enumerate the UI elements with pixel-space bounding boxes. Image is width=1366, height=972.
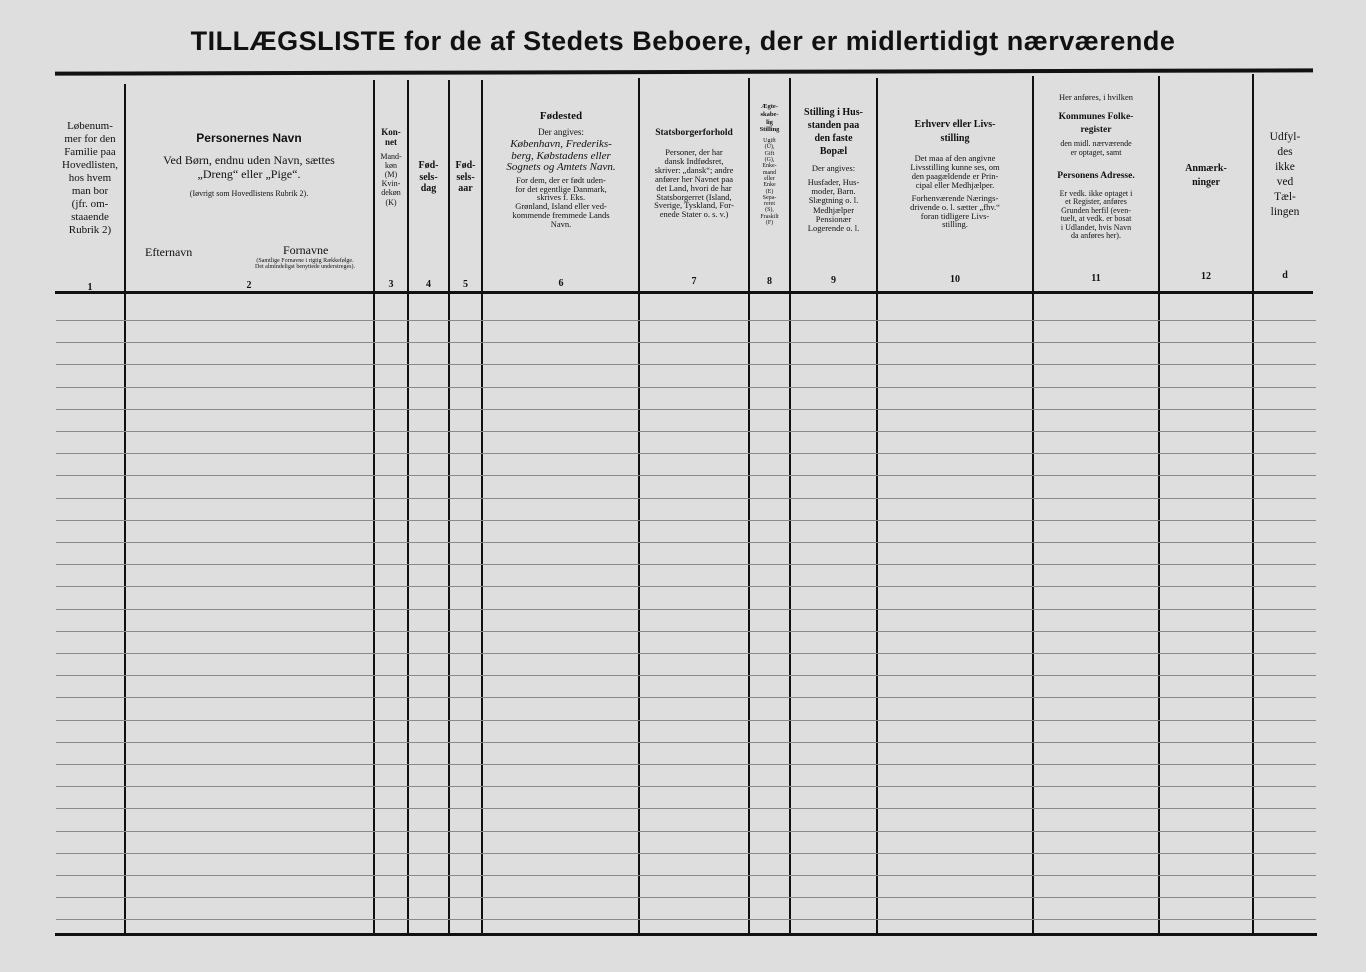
col6-body2: København, Frederiks- berg, Købstadens eller Sognets og Amtets Navn. [506, 137, 616, 174]
column-number: 4 [426, 279, 431, 290]
row-rule [56, 786, 1316, 787]
col7-body: Personer, der har dansk Indfødsret, skriver: „dansk“; andre anfører her Navnet paa det Land, hvori de har Statsborgerret (Island, Sverige, Tyskland, For- enede Stater o. s. v.) [654, 146, 734, 220]
col8-header [750, 103, 789, 226]
col9-header [791, 106, 876, 234]
row-rule [56, 609, 1316, 610]
column-number: 1 [87, 282, 93, 293]
row-rule [56, 831, 1316, 832]
row-rule [56, 697, 1316, 698]
col11-body: Kommunes Folke- register [1058, 111, 1134, 135]
col9-heading: Stilling i Hus- standen paa den faste Bopæl [804, 107, 863, 157]
row-rule [56, 564, 1316, 565]
col2-sub-right: Fornavne [283, 243, 329, 257]
col2-sub-left: Efternavn [145, 245, 193, 259]
col9-body2: Husfader, Hus- moder, Barn. Slægtning o. l. Medhjælper Pensionær Logerende o. l. [807, 176, 860, 234]
col3-heading: Kon- net [381, 127, 401, 148]
row-rule [56, 475, 1316, 476]
column-divider [448, 80, 450, 935]
column-number: 7 [691, 276, 697, 287]
row-rule [56, 631, 1316, 632]
row-rule [56, 409, 1316, 410]
col11-header [1034, 93, 1158, 240]
col4-heading: Fød- sels- dag [418, 160, 439, 194]
col11-body4: Er vedk. ikke optaget i et Register, anføres Grunden herfil (even- tuelt, at vedk. er bosat i Udlandet, hvis Navn da anføres her). [1059, 189, 1133, 241]
col10-heading: Erhverv eller Livs- stilling [914, 119, 996, 144]
col3-body: Mand- køn (M) Kvin- dekøn (K) [380, 151, 402, 207]
col2-heading: Personernes Navn [196, 132, 302, 145]
row-rule [56, 453, 1316, 454]
col7-header [640, 128, 748, 219]
column-number: 2 [246, 280, 252, 291]
col10-body: Det maa af den angivne Livsstilling kunne ses, om den paagældende er Prin- cipal eller Medhjælper. [910, 153, 1000, 190]
bottom-rule [55, 933, 1317, 936]
row-rule [56, 853, 1316, 854]
column-number: 12 [1201, 271, 1211, 282]
col8-body: Ugift (U), Gift (G), Enke- mand eller Enke (E) Sepa- reret (S), Fraskilt (F) [760, 138, 779, 227]
col1-header [56, 120, 124, 237]
row-rule [56, 342, 1316, 343]
column-number: 11 [1091, 273, 1101, 284]
column-divider [481, 80, 483, 935]
col6-heading: Fødested [539, 110, 583, 122]
row-rule [56, 387, 1316, 388]
col1-text: Løbenum- mer for den Familie paa Hovedlisten, hos hvem man bor (jfr. om- staaende Rubrik 2) [62, 120, 118, 236]
row-rule [56, 653, 1316, 654]
col8-heading: Ægte- skabe- lig Stilling [759, 103, 780, 134]
col11-heading: Her anføres, i hvilken [1058, 93, 1134, 102]
col13-header [1254, 130, 1316, 220]
col2-note: (Iøvrigt som Hovedlistens Rubrik 2). [189, 189, 309, 199]
col6-header [484, 110, 638, 229]
row-rule [56, 720, 1316, 721]
row-rule [56, 675, 1316, 676]
col5-header [450, 160, 481, 195]
col2-sub-right-note: (Samtlige Fornavne i rigtig Rækkefølge. Det almindeligst benyttede understreges). [255, 258, 355, 270]
row-rule [56, 808, 1316, 809]
row-rule [56, 520, 1316, 521]
col12-heading: Anmærk- ninger [1185, 163, 1227, 188]
column-divider [1158, 76, 1160, 935]
col9-body: Der angives: [811, 163, 856, 173]
top-rule [55, 68, 1313, 75]
column-number: 8 [767, 276, 772, 287]
row-rule [56, 764, 1316, 765]
row-rule [56, 897, 1316, 898]
column-number: d [1282, 270, 1288, 281]
column-number: 3 [388, 279, 394, 290]
col7-heading: Statsborgerforhold [655, 128, 733, 138]
col11-body2: den midl. nærværende er optaget, samt [1060, 139, 1132, 157]
row-rule [56, 364, 1316, 365]
col2-body: Ved Børn, endnu uden Navn, sættes „Dreng“ eller „Pige“. [163, 152, 335, 181]
col10-header [878, 118, 1032, 229]
row-rule [56, 542, 1316, 543]
col6-body3: For dem, der er født uden- for det egentlige Danmark, skrives f. Eks. Grønland, Island eller ved- kommende fremmede Lands Navn. [512, 174, 610, 230]
col2-header [127, 132, 371, 292]
row-rule [56, 875, 1316, 876]
form-title: TILLÆGSLISTE for de af Stedets Beboere, der er midlertidigt nærværende [190, 26, 1176, 56]
column-divider [373, 80, 375, 935]
col3-header [375, 127, 407, 207]
col4-header [409, 160, 448, 195]
col13-body: Udfyl- des ikke ved Tæl- lingen [1269, 131, 1301, 218]
column-divider [407, 80, 409, 935]
col5-heading: Fød- sels- aar [455, 160, 476, 194]
col11-body3: Personens Adresse. [1057, 171, 1135, 182]
row-rule [56, 431, 1316, 432]
row-rule [56, 586, 1316, 587]
row-rule [56, 742, 1316, 743]
col12-header [1160, 162, 1252, 190]
column-number: 9 [831, 275, 836, 286]
column-number: 6 [558, 278, 564, 289]
col6-body: Der angives: [538, 126, 584, 137]
col10-body2: Forhenværende Nærings- drivende o. l. sætter „fhv.“ foran tidligere Livs- stilling. [910, 192, 1000, 230]
column-number: 10 [950, 274, 960, 285]
row-rule [56, 498, 1316, 499]
row-rule [56, 320, 1316, 321]
row-rule [56, 919, 1316, 920]
column-number: 5 [463, 279, 468, 290]
